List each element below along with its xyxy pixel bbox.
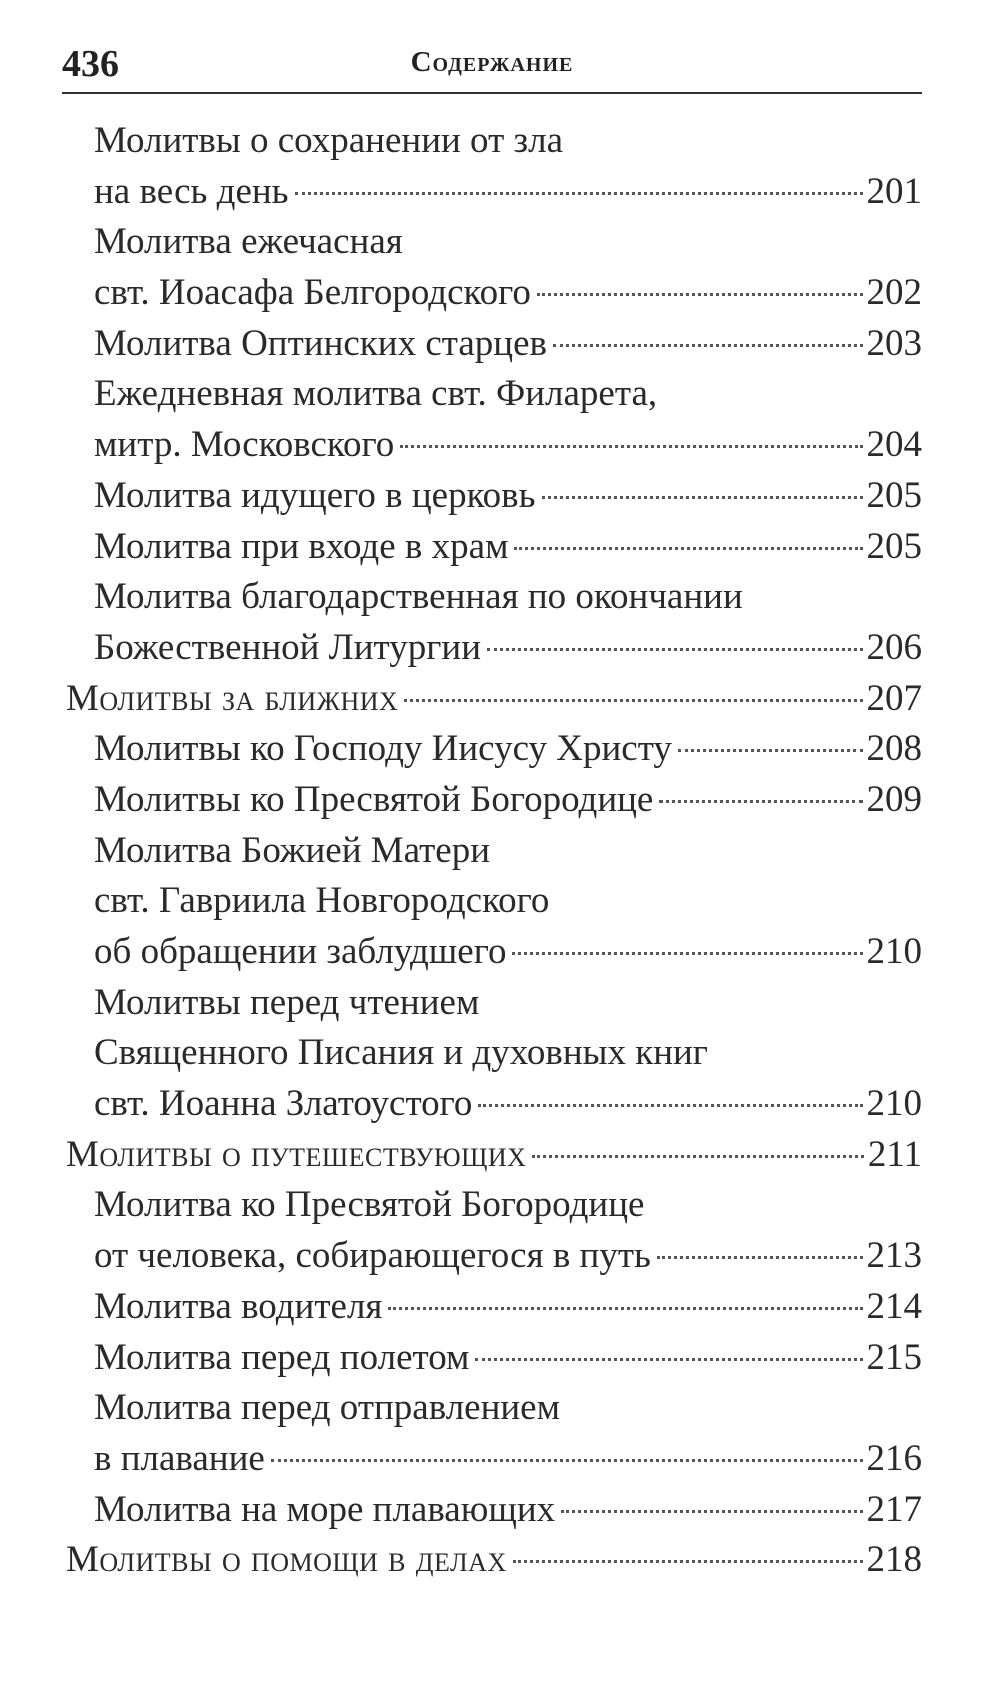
toc-section-entry (0, 674, 922, 725)
toc-page-number: 216 (866, 1437, 922, 1479)
toc-page-number: 205 (866, 525, 922, 567)
toc-entry (0, 1485, 922, 1536)
toc-entry (0, 1028, 922, 1079)
toc-entry (0, 876, 922, 927)
toc-entry-text: Молитвы о сохранении от зла (94, 120, 563, 161)
toc-entry-text: Молитва перед полетом (94, 1336, 470, 1378)
toc-entry (0, 978, 922, 1029)
dot-leader (271, 1459, 863, 1462)
toc-page-number: 217 (866, 1488, 922, 1530)
toc-entry (0, 1180, 922, 1231)
running-header (62, 42, 922, 88)
header-rule (62, 92, 922, 94)
toc-entry (0, 1383, 922, 1434)
dot-leader (513, 1560, 863, 1563)
toc-page-number: 201 (866, 170, 922, 212)
dot-leader (659, 800, 862, 803)
dot-leader (478, 1104, 862, 1107)
toc-page-number: 206 (866, 626, 922, 668)
toc-entry (0, 724, 922, 775)
toc-entry-text: Молитва перед отправлением (94, 1387, 561, 1429)
table-of-contents (0, 116, 1000, 1586)
toc-page-number: 214 (866, 1285, 922, 1327)
toc-page-number: 207 (866, 677, 922, 719)
toc-entry (0, 826, 922, 877)
toc-entry-text: Молитва при входе в храм (94, 525, 509, 567)
toc-section-entry (0, 1535, 922, 1586)
toc-entry (0, 319, 922, 370)
toc-entry-text: Молитва благодарственная по окончании (94, 576, 743, 618)
toc-entry-text: в плавание (94, 1437, 265, 1479)
toc-entry-text: свт. Гавриила Новгородского (94, 880, 550, 922)
dot-leader (657, 1256, 863, 1259)
toc-entry-text: Молитва ко Пресвятой Богородице (94, 1184, 645, 1226)
dot-leader (678, 749, 863, 752)
dot-leader (537, 293, 863, 296)
toc-entry-text: Божественной Литургии (94, 626, 482, 668)
dot-leader (400, 445, 862, 448)
toc-entry (0, 572, 922, 623)
toc-page-number: 208 (866, 728, 922, 770)
toc-entry-text: Священного Писания и духовных книг (94, 1032, 708, 1074)
toc-entry (0, 116, 922, 167)
toc-entry-text: Ежедневная молитва свт. Филарета, (94, 373, 658, 415)
toc-entry (0, 1434, 922, 1485)
toc-entry-text: свт. Иоасафа Белгородского (94, 272, 531, 314)
toc-entry (0, 1079, 922, 1130)
toc-entry (0, 1231, 922, 1282)
toc-entry (0, 471, 922, 522)
dot-leader (295, 192, 863, 195)
toc-page-number: 210 (866, 1083, 922, 1125)
toc-entry-text: об обращении заблудшего (94, 931, 507, 972)
toc-page-number: 205 (866, 474, 922, 516)
toc-entry (0, 927, 922, 978)
toc-entry-text: Молитва Оптинских старцев (94, 322, 547, 364)
dot-leader (553, 344, 863, 347)
toc-entry (0, 623, 922, 674)
toc-entry (0, 167, 922, 218)
dot-leader (532, 1155, 863, 1158)
toc-entry-text: Молитва на море плавающих (94, 1488, 556, 1530)
dot-leader (388, 1307, 862, 1310)
toc-entry (0, 775, 922, 826)
toc-page-number: 215 (866, 1336, 922, 1378)
toc-page-number: 218 (866, 1539, 922, 1581)
toc-entry-text: Молитва водителя (94, 1285, 383, 1327)
toc-entry-text: Молитва ежечасная (94, 221, 403, 263)
dot-leader (561, 1510, 862, 1513)
toc-entry-text: Молитвы за ближних (66, 677, 399, 719)
dot-leader (514, 547, 862, 550)
toc-section-entry (0, 1130, 922, 1181)
toc-page-number: 204 (866, 424, 922, 466)
toc-entry (0, 1282, 922, 1333)
toc-entry (0, 522, 922, 573)
toc-page-number: 202 (866, 272, 922, 314)
toc-page-number: 203 (866, 322, 922, 364)
toc-entry-text: Молитва идущего в церковь (94, 474, 536, 516)
toc-entry-text: Молитвы о помощи в делах (66, 1539, 507, 1581)
toc-entry (0, 369, 922, 420)
running-title: Содержание (410, 46, 574, 78)
toc-entry-text: Молитва Божией Матери (94, 829, 490, 871)
toc-entry-text: митр. Московского (94, 424, 395, 466)
dot-leader (404, 699, 862, 702)
toc-entry-text: на весь день (94, 170, 289, 212)
dot-leader (475, 1358, 862, 1361)
dot-leader (487, 648, 862, 651)
toc-entry (0, 217, 922, 268)
toc-entry-text: Молитвы о путешествующих (66, 1133, 527, 1175)
toc-entry-text: свт. Иоанна Златоустого (94, 1083, 473, 1125)
toc-entry (0, 420, 922, 471)
toc-entry-text: Молитвы перед чтением (94, 981, 480, 1023)
toc-page-number: 210 (866, 931, 922, 972)
page-number: 436 (62, 43, 119, 85)
toc-entry-text: Молитвы ко Господу Иисусу Христу (94, 728, 672, 770)
toc-entry (0, 1333, 922, 1384)
dot-leader (512, 952, 862, 955)
toc-page-number: 213 (866, 1235, 922, 1277)
toc-page-number: 211 (867, 1133, 922, 1175)
toc-entry-text: Молитвы ко Пресвятой Богородице (94, 778, 654, 820)
toc-page-number: 209 (866, 778, 922, 820)
dot-leader (542, 496, 863, 499)
toc-entry-text: от человека, собирающегося в путь (94, 1235, 651, 1277)
toc-entry (0, 268, 922, 319)
